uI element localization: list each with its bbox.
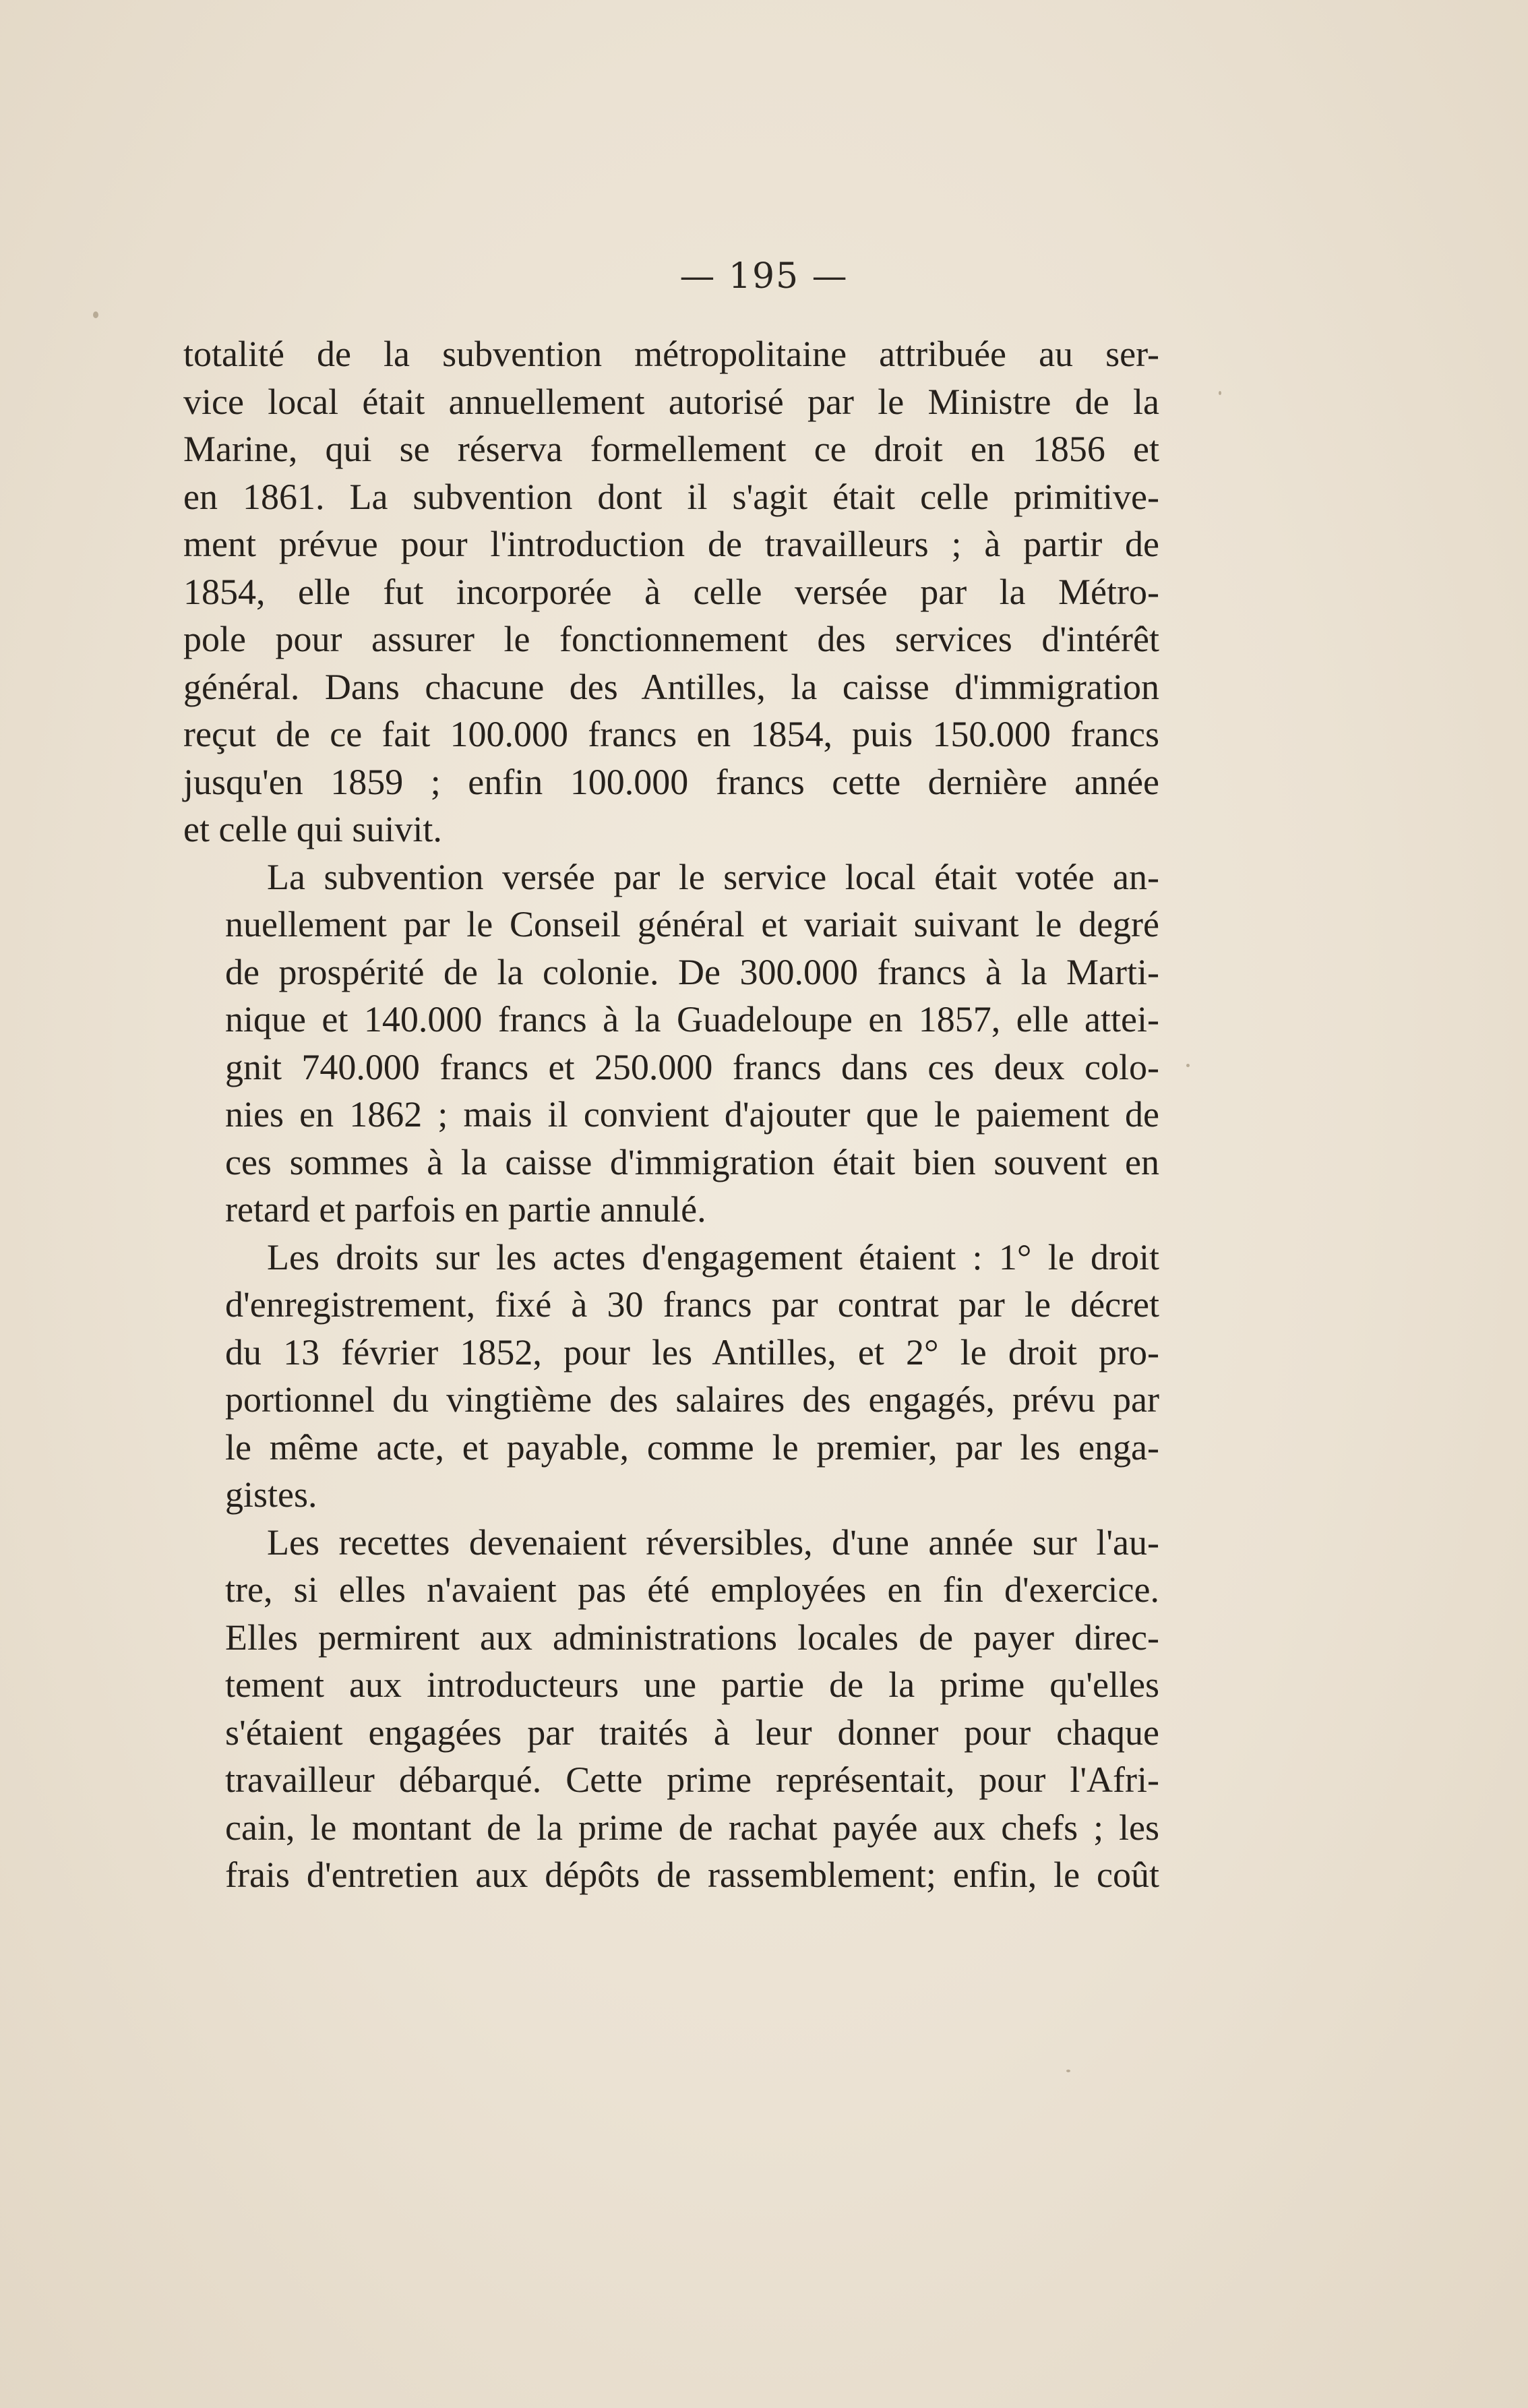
- page-number: — 195 —: [679, 256, 849, 297]
- text-line: cain, le montant de la prime de rachat payée aux chefs ; les: [225, 1807, 1159, 1848]
- text-line: gnit 740.000 francs et 250.000 francs dans ces deux colo-: [225, 1046, 1159, 1087]
- text-line: et celle qui suivit.: [183, 809, 442, 849]
- text-line: portionnel du vingtième des salaires des engagés, prévu par: [225, 1379, 1159, 1420]
- text-line: nique et 140.000 francs à la Guadeloupe en 1857, elle attei-: [225, 999, 1159, 1040]
- paper-speck: [1066, 2070, 1070, 2072]
- text-line: Marine, qui se réserva formellement ce droit en 1856 et: [183, 429, 1159, 469]
- text-line: 1854, elle fut incorporée à celle versée par la Métro-: [183, 571, 1159, 612]
- text-line: Les recettes devenaient réversibles, d'une année sur l'au-: [267, 1522, 1159, 1563]
- paragraph-4: [183, 1519, 1159, 1899]
- text-line: le même acte, et payable, comme le premier, par les enga-: [225, 1426, 1159, 1468]
- text-line: travailleur débarqué. Cette prime représentait, pour l'Afri-: [225, 1759, 1159, 1800]
- text-line: gistes.: [225, 1474, 317, 1515]
- text-line: ment prévue pour l'introduction de travailleurs ; à partir de: [183, 524, 1159, 564]
- paragraph-3: [183, 1234, 1159, 1519]
- text-line: vice local était annuellement autorisé par le Ministre de la: [183, 381, 1159, 422]
- text-line: retard et parfois en partie annulé.: [225, 1189, 706, 1230]
- paper-speck: [1219, 391, 1221, 395]
- text-line: tement aux introducteurs une partie de la prime qu'elles: [225, 1664, 1159, 1705]
- text-line: Les droits sur les actes d'engagement étaient : 1° le droit: [267, 1236, 1159, 1277]
- text-line: pole pour assurer le fonctionnement des services d'intérêt: [183, 619, 1159, 659]
- text-line: du 13 février 1852, pour les Antilles, et 2° le droit pro-: [225, 1331, 1159, 1373]
- paragraph-1: [183, 330, 1159, 853]
- text-line: s'étaient engagées par traités à leur donner pour chaque: [225, 1712, 1159, 1753]
- paper-speck: [1186, 1064, 1190, 1067]
- text-line: nies en 1862 ; mais il convient d'ajouter que le paiement de: [225, 1094, 1159, 1135]
- text-line: frais d'entretien aux dépôts de rassemblement; enfin, le coût: [225, 1855, 1159, 1895]
- text-line: La subvention versée par le service local était votée an-: [267, 856, 1159, 897]
- text-line: jusqu'en 1859 ; enfin 100.000 francs cette dernière année: [183, 761, 1159, 802]
- body-text: [183, 330, 1159, 1899]
- text-line: ces sommes à la caisse d'immigration était bien souvent en: [225, 1141, 1159, 1182]
- text-line: d'enregistrement, fixé à 30 francs par contrat par le décret: [225, 1284, 1159, 1325]
- paper-speck: [93, 311, 98, 318]
- text-line: tre, si elles n'avaient pas été employées en fin d'exercice.: [225, 1569, 1159, 1610]
- text-line: Elles permirent aux administrations locales de payer direc-: [225, 1617, 1159, 1658]
- text-line: en 1861. La subvention dont il s'agit était celle primitive-: [183, 476, 1159, 517]
- text-line: totalité de la subvention métropolitaine attribuée au ser-: [183, 334, 1159, 374]
- paragraph-2: [183, 853, 1159, 1234]
- text-line: de prospérité de la colonie. De 300.000 francs à la Marti-: [225, 951, 1159, 992]
- text-line: général. Dans chacune des Antilles, la caisse d'immigration: [183, 666, 1159, 707]
- text-line: reçut de ce fait 100.000 francs en 1854, puis 150.000 francs: [183, 714, 1159, 754]
- text-line: nuellement par le Conseil général et variait suivant le degré: [225, 904, 1159, 944]
